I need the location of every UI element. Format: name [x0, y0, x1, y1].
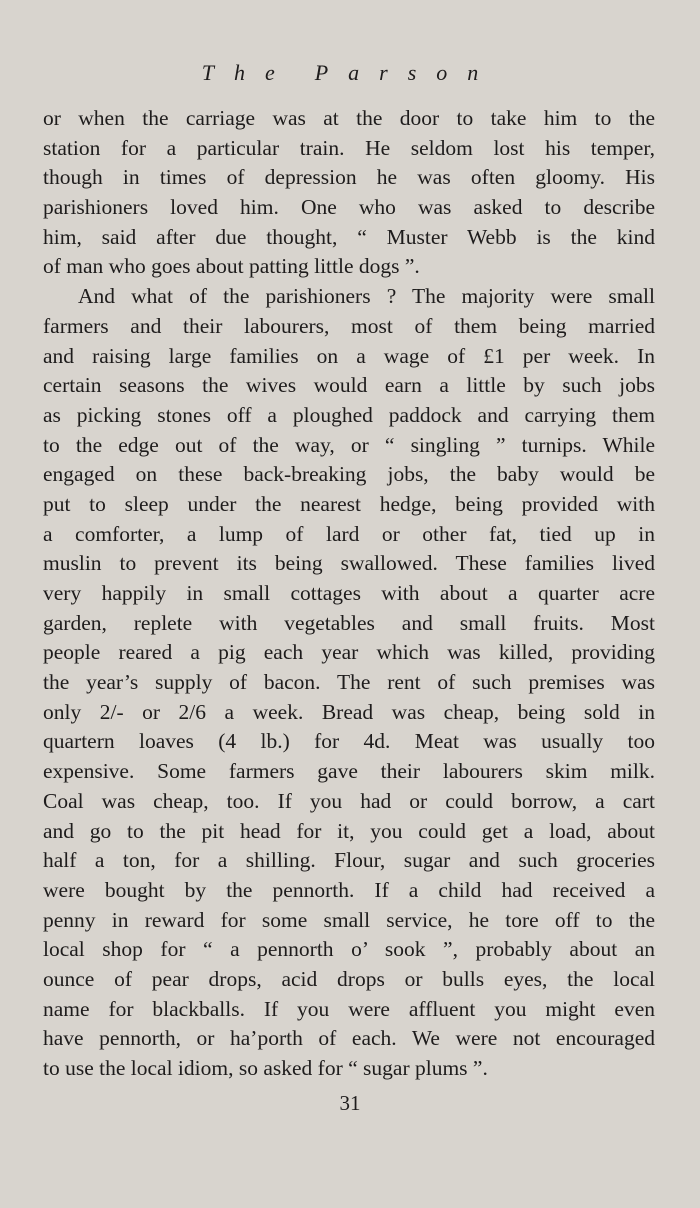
text-line: penny in reward for some small service, he tore off to the	[43, 907, 655, 932]
text-line: certain seasons the wives would earn a little by such jobs	[43, 373, 655, 398]
text-line: engaged on these back-breaking jobs, the baby would be	[43, 462, 655, 487]
running-head-word-2: Parson	[314, 60, 499, 85]
text-line: him, said after due thought, “ Muster Webb is the kind	[43, 224, 655, 249]
text-line: name for blackballs. If you were affluent you might even	[43, 996, 655, 1021]
text-line: or when the carriage was at the door to take him to the	[43, 106, 655, 130]
text-line: of man who goes about patting little dogs ”.	[43, 254, 420, 279]
text-line: though in times of depression he was often gloomy. His	[43, 165, 655, 190]
text-line: as picking stones off a ploughed paddock and carrying them	[43, 402, 655, 427]
text-line: were bought by the pennorth. If a child had received a	[43, 877, 655, 902]
text-line: to the edge out of the way, or “ singling ” turnips. While	[43, 432, 655, 457]
text-line: to use the local idiom, so asked for “ sugar plums ”.	[43, 1056, 488, 1080]
text-line: parishioners loved him. One who was asked to describe	[43, 195, 655, 220]
running-head-word-1: The	[201, 60, 295, 85]
text-line: the year’s supply of bacon. The rent of such premises was	[43, 670, 655, 695]
text-line: a comforter, a lump of lard or other fat, tied up in	[43, 521, 655, 546]
text-line: and go to the pit head for it, you could get a load, about	[43, 818, 655, 843]
text-line: have pennorth, or ha’porth of each. We were not encouraged	[43, 1026, 655, 1051]
text-line: And what of the parishioners ? The majority were small	[78, 284, 655, 309]
paragraph-2	[43, 282, 655, 1084]
text-line: farmers and their labourers, most of them being married	[43, 313, 655, 338]
text-line: ounce of pear drops, acid drops or bulls eyes, the local	[43, 966, 655, 991]
text-line: local shop for “ a pennorth o’ sook ”, probably about an	[43, 937, 655, 962]
text-line: Coal was cheap, too. If you had or could borrow, a cart	[43, 788, 655, 813]
page-number: 31	[339, 1091, 361, 1115]
text-line: garden, replete with vegetables and small fruits. Most	[43, 610, 655, 635]
text-line: half a ton, for a shilling. Flour, sugar and such groceries	[43, 848, 655, 873]
text-line: people reared a pig each year which was killed, providing	[43, 640, 655, 665]
paragraph-1	[43, 104, 655, 282]
text-line: very happily in small cottages with about a quarter acre	[43, 581, 655, 605]
running-head	[0, 58, 700, 88]
body-text	[43, 104, 655, 1084]
text-line: muslin to prevent its being swallowed. These families lived	[43, 551, 655, 576]
text-line: and raising large families on a wage of £1 per week. In	[43, 343, 655, 368]
text-line: quartern loaves (4 lb.) for 4d. Meat was usually too	[43, 729, 655, 754]
text-line: put to sleep under the nearest hedge, being provided with	[43, 491, 655, 516]
text-line: expensive. Some farmers gave their labourers skim milk.	[43, 759, 655, 784]
text-line: station for a particular train. He seldom lost his temper,	[43, 135, 655, 160]
text-line: only 2/- or 2/6 a week. Bread was cheap, being sold in	[43, 699, 655, 724]
